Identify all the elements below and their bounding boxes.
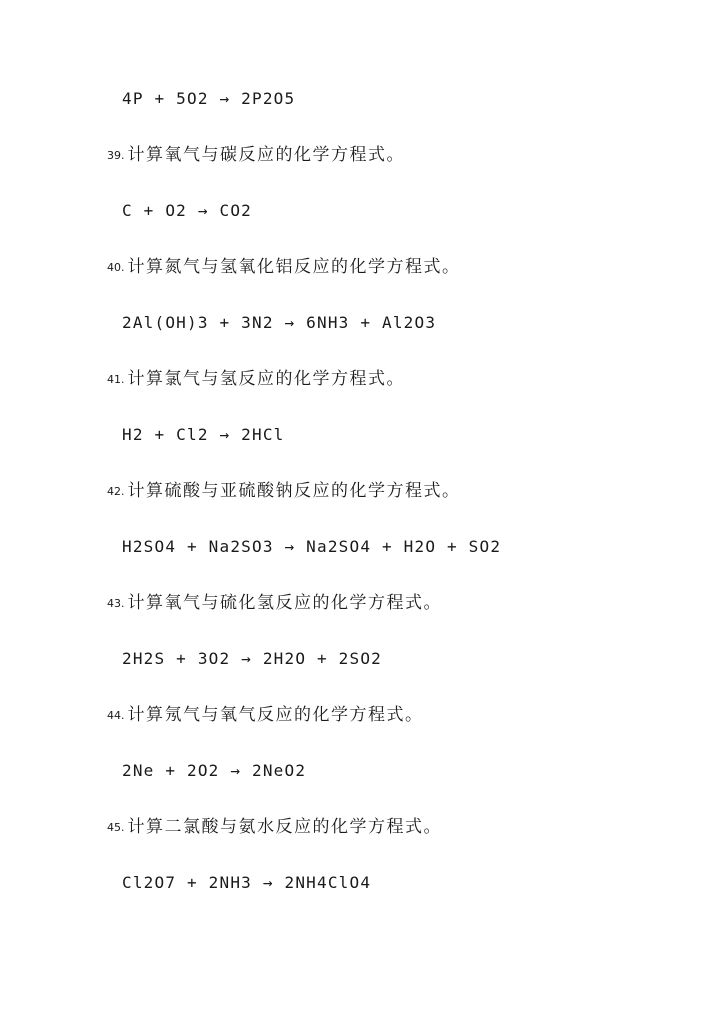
equation-line: 2Ne + 2O2 → 2NeO2 bbox=[122, 761, 307, 780]
question-line bbox=[107, 367, 405, 392]
question-text: 计算氧气与硫化氢反应的化学方程式。 bbox=[127, 593, 442, 613]
equation-line: C + O2 → CO2 bbox=[122, 201, 252, 220]
equation-line: 2Al(OH)3 + 3N2 → 6NH3 + Al2O3 bbox=[122, 313, 437, 332]
question-text: 计算氧气与碳反应的化学方程式。 bbox=[127, 145, 405, 165]
question-line bbox=[107, 703, 424, 728]
question-line bbox=[107, 255, 461, 280]
question-line bbox=[107, 479, 461, 504]
question-text: 计算氖气与氧气反应的化学方程式。 bbox=[127, 705, 424, 725]
equation-line: 2H2S + 3O2 → 2H2O + 2SO2 bbox=[122, 649, 382, 668]
question-number: 43. bbox=[107, 597, 125, 610]
equation-line: H2SO4 + Na2SO3 → Na2SO4 + H2O + SO2 bbox=[122, 537, 502, 556]
question-number: 45. bbox=[107, 821, 125, 834]
question-text: 计算硫酸与亚硫酸钠反应的化学方程式。 bbox=[127, 481, 461, 501]
question-text: 计算氮气与氢氧化铝反应的化学方程式。 bbox=[127, 257, 461, 277]
question-number: 40. bbox=[107, 261, 125, 274]
question-line bbox=[107, 143, 405, 168]
question-number: 39. bbox=[107, 149, 125, 162]
equation-line: H2 + Cl2 → 2HCl bbox=[122, 425, 285, 444]
question-number: 42. bbox=[107, 485, 125, 498]
question-number: 41. bbox=[107, 373, 125, 386]
equation-line: Cl2O7 + 2NH3 → 2NH4ClO4 bbox=[122, 873, 372, 892]
question-text: 计算氯气与氢反应的化学方程式。 bbox=[127, 369, 405, 389]
question-text: 计算二氯酸与氨水反应的化学方程式。 bbox=[127, 817, 442, 837]
equation-line: 4P + 5O2 → 2P2O5 bbox=[122, 89, 296, 108]
question-number: 44. bbox=[107, 709, 125, 722]
question-line bbox=[107, 591, 442, 616]
question-line bbox=[107, 815, 442, 840]
